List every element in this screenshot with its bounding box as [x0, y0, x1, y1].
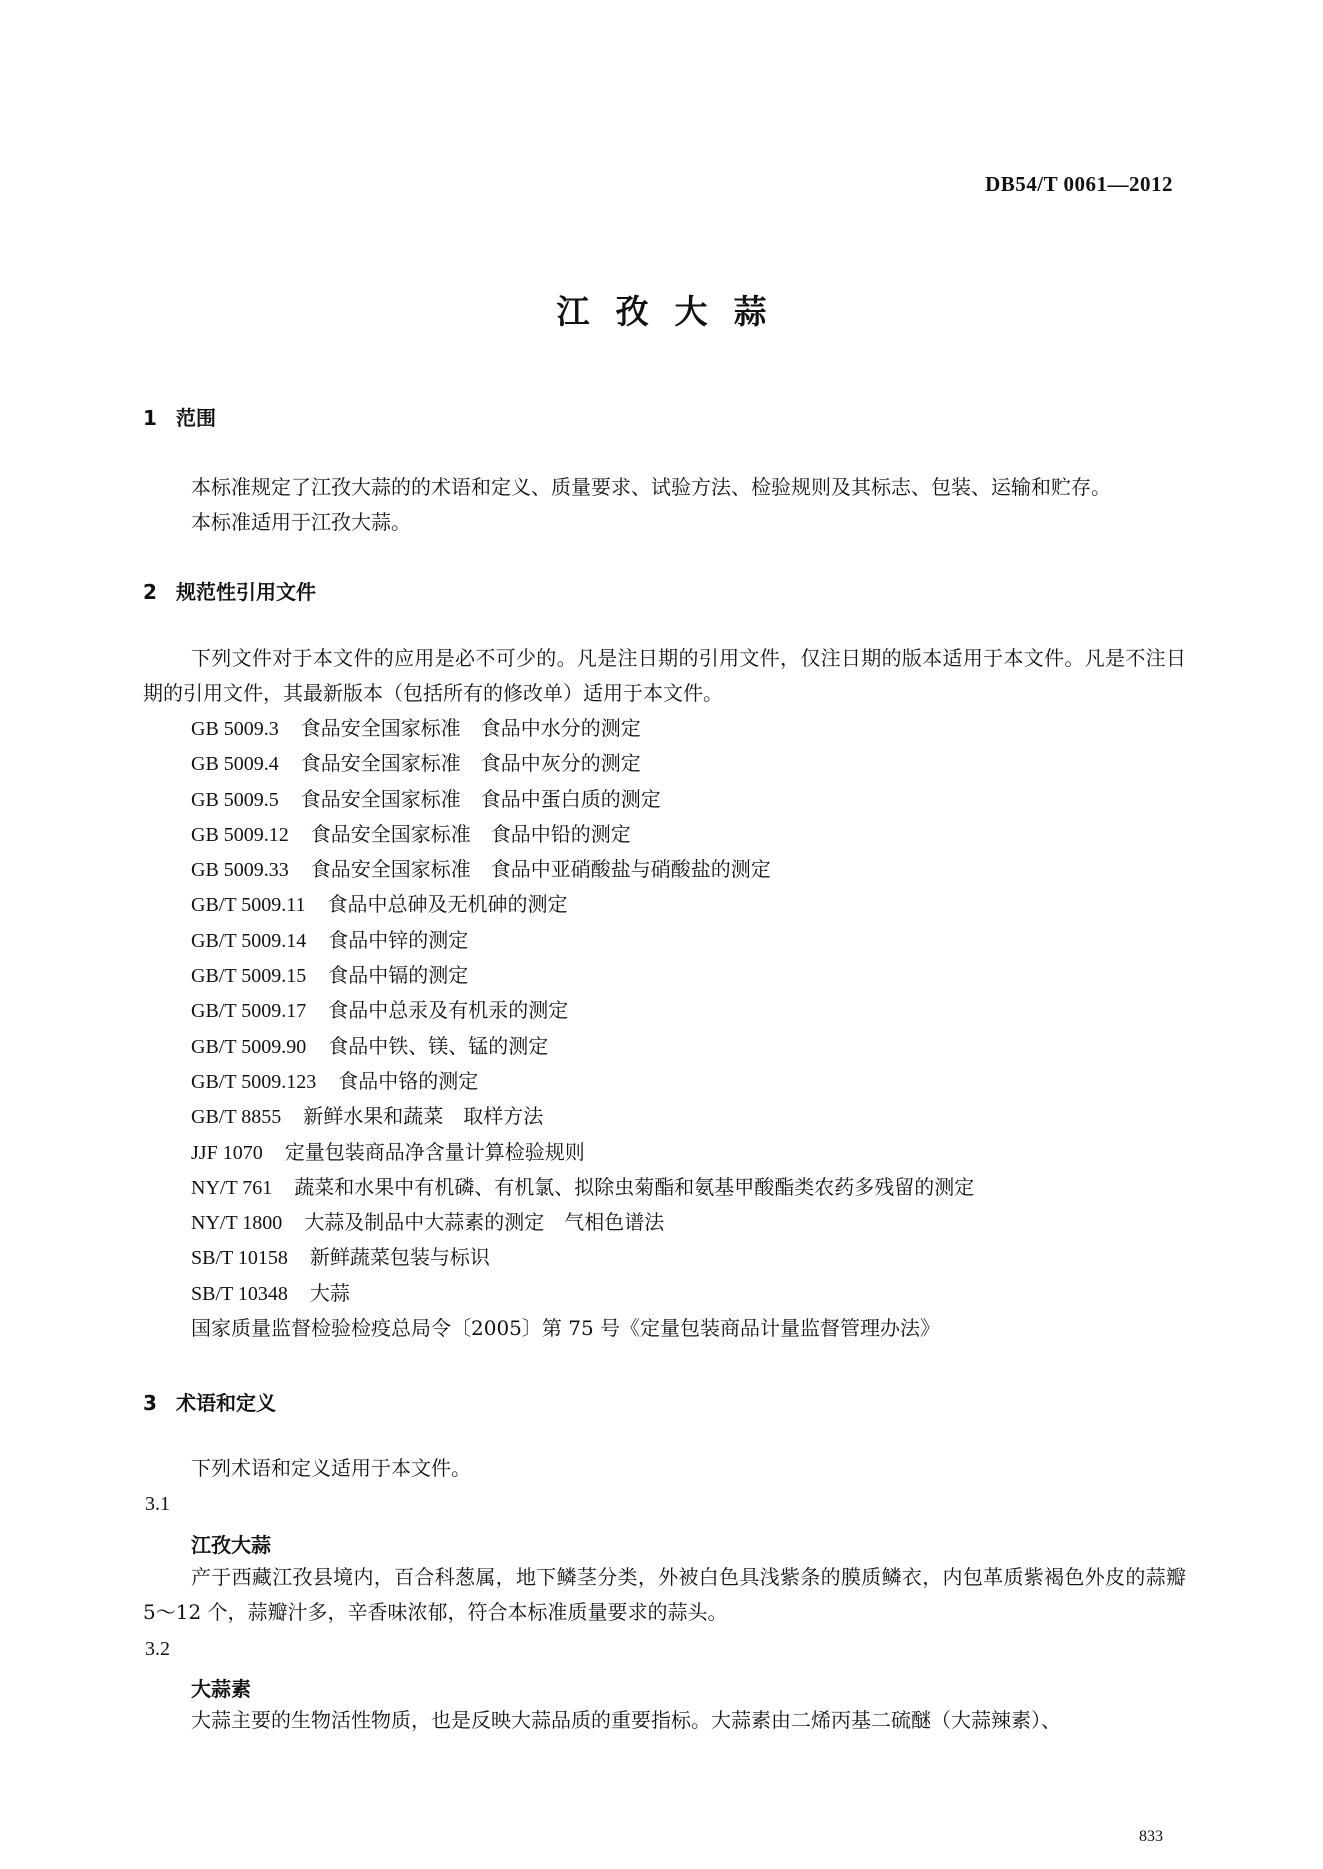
reference-name: 食品中总汞及有机汞的测定: [328, 998, 569, 1023]
reference-name: 食品中铁、镁、锰的测定: [328, 1033, 549, 1058]
reference-code: GB 5009.5: [191, 788, 279, 811]
document-title: 江孜大蒜: [556, 292, 793, 331]
reference-code: GB 5009.3: [191, 718, 279, 740]
reference-item: [191, 1064, 1191, 1099]
reference-code: GB/T 5009.11: [191, 894, 306, 917]
term-definition: 大蒜主要的生物活性物质，也是反映大蒜品质的重要指标。大蒜素由二烯丙基二硫醚（大蒜辣素）、: [191, 1708, 1061, 1732]
reference-code: NY/T 761: [191, 1176, 273, 1199]
section-number: 1: [143, 406, 157, 430]
term-title: 江孜大蒜: [191, 1533, 271, 1557]
reference-item: [191, 711, 1191, 746]
reference-item: [191, 817, 1191, 852]
reference-item: [191, 852, 1191, 887]
reference-name: 蔬菜和水果中有机磷、有机氯、拟除虫菊酯和氨基甲酸酯类农药多残留的测定: [294, 1174, 975, 1199]
section-title: 术语和定义: [176, 1391, 276, 1415]
reference-name: 食品中锌的测定: [328, 927, 469, 952]
reference-code: SB/T 10348: [191, 1282, 288, 1305]
reference-name: 食品安全国家标准 食品中水分的测定: [300, 716, 641, 740]
reference-code: GB/T 5009.15: [191, 965, 307, 988]
reference-code: GB/T 5009.123: [191, 1070, 317, 1093]
reference-item: [191, 1135, 1191, 1170]
reference-name: 食品安全国家标准 食品中铅的测定: [310, 821, 631, 846]
reference-name: 食品中镉的测定: [328, 963, 469, 988]
reference-item: [191, 993, 1191, 1028]
reference-code: JJF 1070: [191, 1141, 263, 1164]
reference-code: GB 5009.12: [191, 823, 289, 846]
section-2-heading: [143, 576, 316, 605]
reference-code: GB 5009.4: [191, 753, 279, 776]
reference-item: [191, 1240, 1191, 1275]
reference-list: [191, 711, 1191, 1346]
term-title: 大蒜素: [191, 1677, 251, 1701]
scope-paragraph-1: 本标准规定了江孜大蒜的的术语和定义、质量要求、试验方法、检验规则及其标志、包装、运输和贮存。: [191, 475, 1111, 499]
reference-code: SB/T 10158: [191, 1247, 288, 1270]
reference-code: GB/T 5009.90: [191, 1035, 307, 1058]
reference-name: 大蒜及制品中大蒜素的测定 气相色谱法: [304, 1210, 665, 1235]
section-number: 3: [143, 1391, 157, 1415]
section-1-heading: [143, 402, 216, 431]
reference-name: 定量包装商品净含量计算检验规则: [284, 1139, 585, 1164]
section-3-heading: [143, 1387, 276, 1416]
reference-name: 食品中铬的测定: [338, 1068, 479, 1093]
term-definition: 产于西藏江孜县境内，百合科葱属，地下鳞茎分类，外被白色具浅紫条的膜质鳞衣，内包革质紫褐色外皮的蒜瓣 5～12 个，蒜瓣汁多，辛香味浓郁，符合本标准质量要求的蒜头。: [143, 1565, 1186, 1624]
reference-item: [191, 1276, 1191, 1311]
reference-code: GB 5009.33: [191, 859, 289, 882]
reference-name: 新鲜蔬菜包装与标识: [309, 1245, 490, 1270]
standard-code: DB54/T 0061—2012: [985, 172, 1173, 196]
reference-item: [191, 782, 1191, 817]
reference-item: [191, 746, 1191, 781]
term-number: 3.1: [145, 1493, 170, 1515]
reference-item: [191, 958, 1191, 993]
reference-code: NY/T 1800: [191, 1212, 283, 1235]
reference-item: [191, 923, 1191, 958]
reference-name: 新鲜水果和蔬菜 取样方法: [303, 1104, 544, 1129]
term-number: 3.2: [145, 1638, 170, 1660]
references-intro: 下列文件对于本文件的应用是必不可少的。凡是注日期的引用文件，仅注日期的版本适用于本文件。凡是不注日期的引用文件，其最新版本（包括所有的修改单）适用于本文件。: [143, 646, 1186, 705]
page-number: 833: [1139, 1828, 1163, 1845]
section-title: 范围: [176, 406, 216, 430]
section-title: 规范性引用文件: [176, 580, 316, 604]
reference-code: GB/T 5009.14: [191, 929, 307, 952]
section-number: 2: [143, 580, 157, 604]
decree-reference: 国家质量监督检验检疫总局令〔2005〕第 75 号《定量包装商品计量监督管理办法》: [191, 1316, 941, 1341]
reference-item: [191, 887, 1191, 922]
reference-name: 食品中总砷及无机砷的测定: [327, 892, 568, 917]
reference-item: [191, 1099, 1191, 1134]
reference-name: 食品安全国家标准 食品中灰分的测定: [300, 751, 641, 776]
terms-intro: 下列术语和定义适用于本文件。: [191, 1456, 471, 1480]
reference-code: GB/T 5009.17: [191, 1000, 307, 1023]
reference-name: 食品安全国家标准 食品中亚硝酸盐与硝酸盐的测定: [310, 857, 771, 882]
reference-code: GB/T 8855: [191, 1106, 282, 1129]
reference-item: [191, 1029, 1191, 1064]
reference-item: [191, 1205, 1191, 1240]
scope-paragraph-2: 本标准适用于江孜大蒜。: [191, 510, 411, 534]
reference-name: 大蒜: [309, 1280, 350, 1305]
reference-item: [191, 1170, 1191, 1205]
reference-name: 食品安全国家标准 食品中蛋白质的测定: [300, 786, 661, 811]
